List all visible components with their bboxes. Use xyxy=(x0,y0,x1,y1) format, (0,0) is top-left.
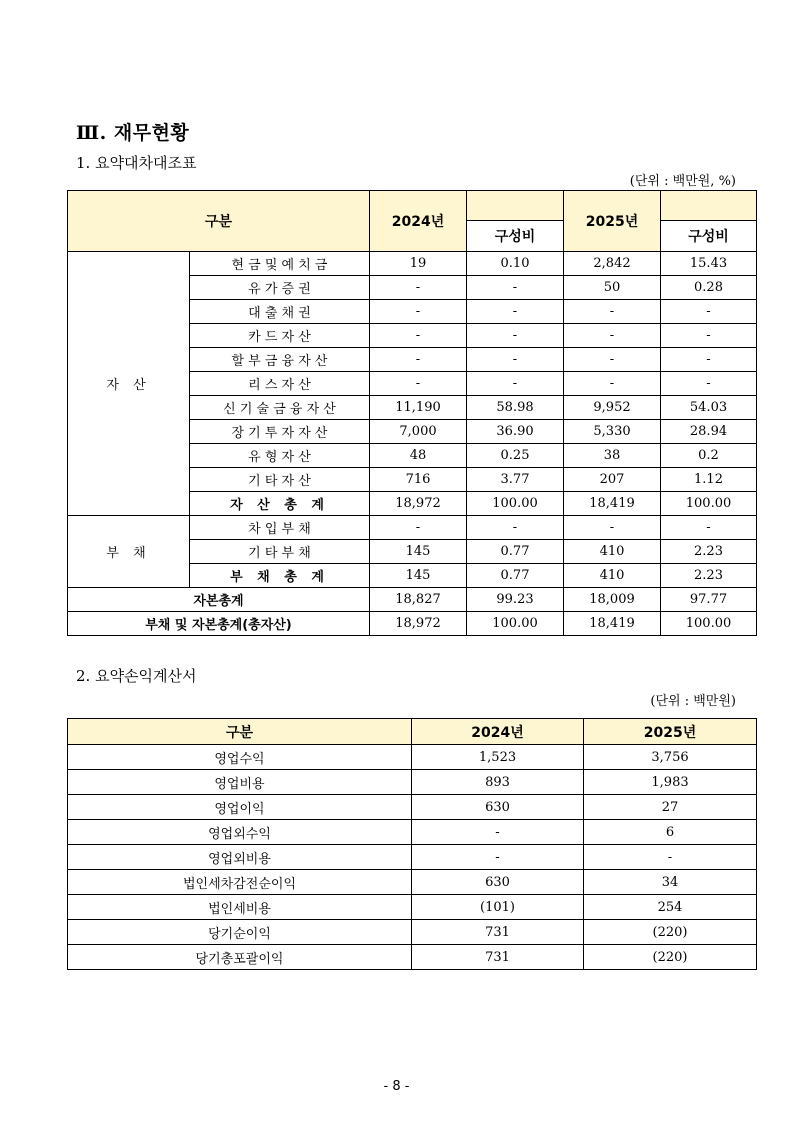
ratio-2025: 15.43 xyxy=(661,252,757,276)
row-label: 영업이익 xyxy=(68,795,412,820)
ratio-2024: - xyxy=(467,516,564,540)
ratio-2024: 0.77 xyxy=(467,564,564,588)
ratio-2025: 2.23 xyxy=(661,564,757,588)
row-label: 신 기 술 금 융 자 산 xyxy=(190,396,370,420)
ratio-2025: 100.00 xyxy=(661,612,757,636)
row-label: 카 드 자 산 xyxy=(190,324,370,348)
row-label: 장 기 투 자 자 산 xyxy=(190,420,370,444)
row-label: 자 산 총 계 xyxy=(190,492,370,516)
value-2024: 18,972 xyxy=(370,612,467,636)
row-label: 부 채 총 계 xyxy=(190,564,370,588)
row-label: 기 타 자 산 xyxy=(190,468,370,492)
value-2025: (220) xyxy=(584,920,757,945)
row-label: 영업외비용 xyxy=(68,845,412,870)
value-2024: (101) xyxy=(412,895,584,920)
value-2025: 6 xyxy=(584,820,757,845)
ratio-2024: - xyxy=(467,276,564,300)
balance-sheet-unit: (단위 : 백만원, %) xyxy=(629,174,736,189)
ratio-2025: 2.23 xyxy=(661,540,757,564)
ratio-2025: - xyxy=(661,348,757,372)
header-blank-2024 xyxy=(467,191,564,221)
value-2025: 3,756 xyxy=(584,745,757,770)
value-2024: - xyxy=(370,372,467,396)
value-2024: 731 xyxy=(412,945,584,970)
value-2025: 1,983 xyxy=(584,770,757,795)
value-2024: - xyxy=(370,516,467,540)
ratio-2025: - xyxy=(661,372,757,396)
row-label: 유 형 자 산 xyxy=(190,444,370,468)
value-2024: 11,190 xyxy=(370,396,467,420)
ratio-2025: 0.28 xyxy=(661,276,757,300)
row-label: 법인세차감전순이익 xyxy=(68,870,412,895)
ratio-2024: 100.00 xyxy=(467,492,564,516)
ratio-2024: 0.77 xyxy=(467,540,564,564)
value-2024: 1,523 xyxy=(412,745,584,770)
ratio-2024: 99.23 xyxy=(467,588,564,612)
balance-sheet-title: 1. 요약대차대조표 xyxy=(76,154,197,172)
value-2025: 18,009 xyxy=(564,588,661,612)
is-header-category: 구분 xyxy=(68,719,412,745)
value-2025: 410 xyxy=(564,564,661,588)
table-row xyxy=(68,820,757,845)
is-header-2025: 2025년 xyxy=(584,719,757,745)
table-row xyxy=(68,770,757,795)
header-2025: 2025년 xyxy=(564,191,661,252)
value-2025: 9,952 xyxy=(564,396,661,420)
ratio-2025: - xyxy=(661,324,757,348)
value-2024: 630 xyxy=(412,870,584,895)
value-2025: 34 xyxy=(584,870,757,895)
value-2024: 716 xyxy=(370,468,467,492)
ratio-2024: 100.00 xyxy=(467,612,564,636)
group-assets: 자 산 xyxy=(68,252,190,516)
value-2025: 410 xyxy=(564,540,661,564)
value-2025: (220) xyxy=(584,945,757,970)
value-2025: - xyxy=(584,845,757,870)
value-2024: - xyxy=(370,348,467,372)
value-2025: - xyxy=(564,348,661,372)
value-2024: - xyxy=(370,324,467,348)
value-2024: 731 xyxy=(412,920,584,945)
value-2025: 207 xyxy=(564,468,661,492)
row-label: 기 타 부 채 xyxy=(190,540,370,564)
ratio-2025: - xyxy=(661,516,757,540)
group-liabilities: 부 채 xyxy=(68,516,190,588)
row-label: 당기총포괄이익 xyxy=(68,945,412,970)
value-2025: 50 xyxy=(564,276,661,300)
row-label: 리 스 자 산 xyxy=(190,372,370,396)
row-label: 당기순이익 xyxy=(68,920,412,945)
value-2025: 2,842 xyxy=(564,252,661,276)
ratio-2024: - xyxy=(467,324,564,348)
table-row xyxy=(68,516,757,540)
table-row xyxy=(68,895,757,920)
table-row xyxy=(68,795,757,820)
row-label: 유 가 증 권 xyxy=(190,276,370,300)
value-2025: - xyxy=(564,516,661,540)
table-row xyxy=(68,745,757,770)
header-category: 구분 xyxy=(68,191,370,252)
table-row xyxy=(68,945,757,970)
ratio-2024: 3.77 xyxy=(467,468,564,492)
value-2024: 630 xyxy=(412,795,584,820)
income-statement-title: 2. 요약손익계산서 xyxy=(76,667,197,685)
row-label: 영업외수익 xyxy=(68,820,412,845)
header-ratio-2024: 구성비 xyxy=(467,221,564,252)
header-ratio-2025: 구성비 xyxy=(661,221,757,252)
balance-sheet-table xyxy=(67,190,757,636)
row-label: 영업비용 xyxy=(68,770,412,795)
table-row xyxy=(68,870,757,895)
row-label: 영업수익 xyxy=(68,745,412,770)
value-2025: - xyxy=(564,324,661,348)
row-label: 할 부 금 융 자 산 xyxy=(190,348,370,372)
table-row xyxy=(68,588,757,612)
total-label: 자본총계 xyxy=(68,588,370,612)
ratio-2024: - xyxy=(467,372,564,396)
value-2024: 145 xyxy=(370,564,467,588)
ratio-2025: 100.00 xyxy=(661,492,757,516)
ratio-2024: - xyxy=(467,300,564,324)
value-2024: 893 xyxy=(412,770,584,795)
value-2024: 18,827 xyxy=(370,588,467,612)
value-2025: - xyxy=(564,372,661,396)
value-2024: - xyxy=(412,845,584,870)
value-2025: 18,419 xyxy=(564,612,661,636)
value-2024: 18,972 xyxy=(370,492,467,516)
value-2025: 18,419 xyxy=(564,492,661,516)
value-2024: 48 xyxy=(370,444,467,468)
table-row xyxy=(68,612,757,636)
table-row xyxy=(68,920,757,945)
value-2025: 38 xyxy=(564,444,661,468)
row-label: 법인세비용 xyxy=(68,895,412,920)
ratio-2025: 97.77 xyxy=(661,588,757,612)
ratio-2024: 0.25 xyxy=(467,444,564,468)
value-2025: 254 xyxy=(584,895,757,920)
income-statement-table xyxy=(67,718,757,970)
value-2024: - xyxy=(370,276,467,300)
value-2025: 27 xyxy=(584,795,757,820)
ratio-2024: - xyxy=(467,348,564,372)
value-2024: 19 xyxy=(370,252,467,276)
ratio-2024: 0.10 xyxy=(467,252,564,276)
header-blank-2025 xyxy=(661,191,757,221)
is-header-2024: 2024년 xyxy=(412,719,584,745)
row-label: 차 입 부 채 xyxy=(190,516,370,540)
row-label: 대 출 채 권 xyxy=(190,300,370,324)
value-2024: 7,000 xyxy=(370,420,467,444)
page-number: - 8 - xyxy=(383,1079,410,1094)
value-2024: 145 xyxy=(370,540,467,564)
ratio-2025: - xyxy=(661,300,757,324)
ratio-2024: 36.90 xyxy=(467,420,564,444)
value-2025: 5,330 xyxy=(564,420,661,444)
ratio-2025: 54.03 xyxy=(661,396,757,420)
header-2024: 2024년 xyxy=(370,191,467,252)
total-label: 부채 및 자본총계(총자산) xyxy=(68,612,370,636)
ratio-2025: 28.94 xyxy=(661,420,757,444)
income-statement-unit: (단위 : 백만원) xyxy=(650,694,736,709)
value-2024: - xyxy=(370,300,467,324)
row-label: 현 금 및 예 치 금 xyxy=(190,252,370,276)
value-2024: - xyxy=(412,820,584,845)
value-2025: - xyxy=(564,300,661,324)
ratio-2024: 58.98 xyxy=(467,396,564,420)
ratio-2025: 1.12 xyxy=(661,468,757,492)
section-title: Ⅲ. 재무현황 xyxy=(76,122,190,144)
table-row xyxy=(68,252,757,276)
table-row xyxy=(68,845,757,870)
ratio-2025: 0.2 xyxy=(661,444,757,468)
